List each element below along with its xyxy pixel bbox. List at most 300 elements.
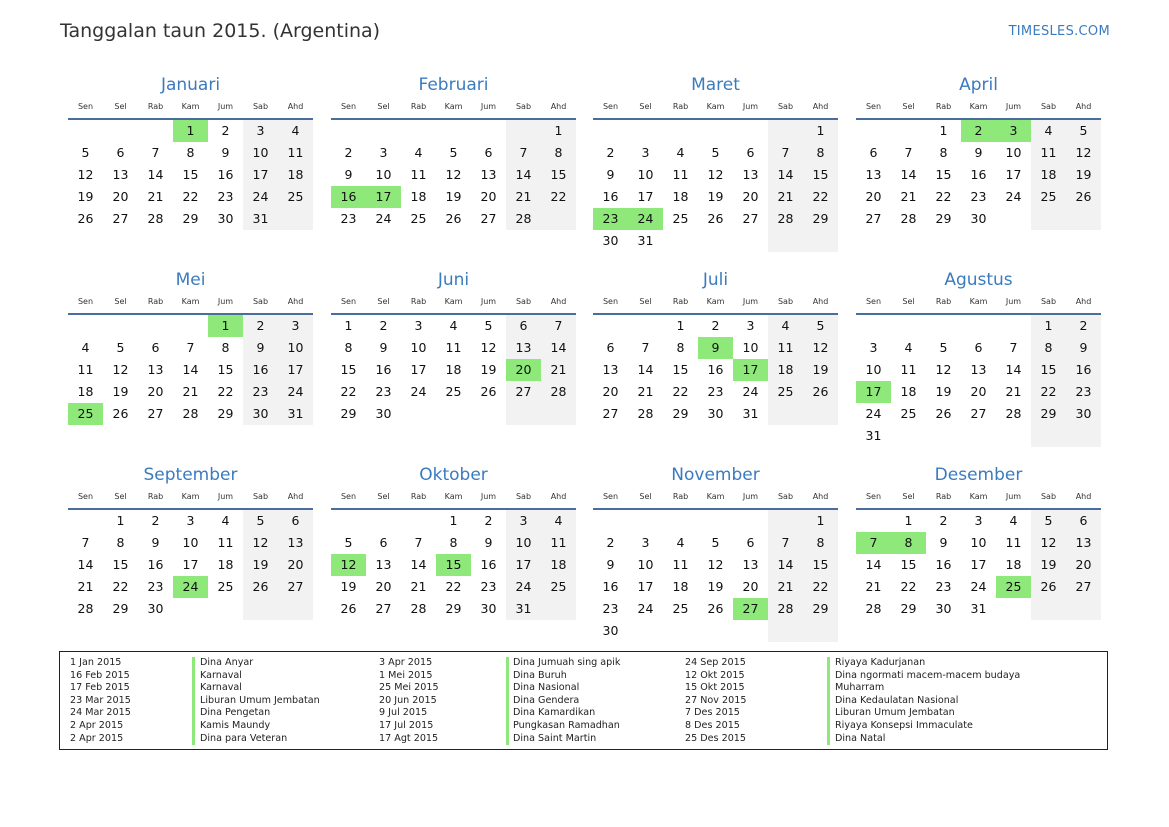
day-cell: 20 [742,579,759,594]
day-cell: 11 [1040,145,1057,160]
day-cell: 1 [344,318,353,333]
day-cell: 7 [904,145,913,160]
legend-date: 25 Mei 2015 [379,682,439,694]
weekday-label: Ahd [550,492,567,501]
day-cell: 12 [1040,535,1057,550]
day-cell: 21 [865,579,882,594]
day-cell: 21 [77,579,94,594]
weekday-header [856,492,1101,504]
weekday-label: Sen [77,492,94,501]
day-cell: 24 [515,579,532,594]
legend-dates-column [379,657,499,745]
day-cell: 28 [410,601,427,616]
day-cell: 18 [217,557,234,572]
day-cell: 27 [375,601,392,616]
day-cell: 16 [602,579,619,594]
weekday-label: Kam [181,102,200,111]
day-cell: 30 [602,233,619,248]
weekday-label: Sel [902,102,915,111]
weekday-label: Sab [1040,297,1057,306]
legend-holiday-name: Karnaval [200,682,242,694]
day-cell: 24 [865,406,882,421]
day-cell: 19 [1040,557,1057,572]
weekday-header [331,102,576,114]
weekday-header [593,492,838,504]
weekday-label: Sen [77,102,94,111]
weekday-label: Kam [706,102,725,111]
day-cell: 22 [340,384,357,399]
weekday-label: Ahd [1075,492,1092,501]
day-cell: 13 [742,557,759,572]
legend-date: 1 Mei 2015 [379,669,433,681]
day-cell: 1 [676,318,685,333]
day-cell: 15 [112,557,129,572]
day-cell: 4 [676,145,685,160]
day-cell: 19 [445,189,462,204]
day-cell: 26 [77,211,94,226]
day-cell: 21 [515,189,532,204]
day-cell: 30 [480,601,497,616]
day-cell: 14 [1005,362,1022,377]
day-cell: 12 [112,362,129,377]
legend-date: 12 Okt 2015 [685,669,745,681]
weekday-label: Sel [377,102,390,111]
day-cell: 31 [252,211,269,226]
legend-holiday-name: Dina Kamardikan [513,707,596,719]
weekday-label: Kam [181,492,200,501]
day-cell: 14 [147,167,164,182]
day-cell: 18 [550,557,567,572]
day-cell: 11 [777,340,794,355]
day-cell: 10 [182,535,199,550]
day-cell: 9 [606,167,615,182]
day-cell: 2 [939,513,948,528]
weekday-label: Ahd [287,492,304,501]
weekday-label: Sab [777,297,794,306]
day-cell: 8 [816,535,825,550]
weekday-label: Ahd [812,297,829,306]
weekday-header [331,492,576,504]
day-cell: 19 [252,557,269,572]
day-cell: 19 [935,384,952,399]
day-cell: 13 [147,362,164,377]
day-cell: 30 [602,623,619,638]
day-cell: 13 [602,362,619,377]
day-cell: 10 [1005,145,1022,160]
day-cell: 18 [445,362,462,377]
weekday-label: Sel [902,492,915,501]
weekday-label: Sen [865,102,882,111]
day-cell: 16 [480,557,497,572]
day-cell: 28 [147,211,164,226]
day-cell: 1 [816,513,825,528]
day-cell: 13 [970,362,987,377]
day-cell: 23 [147,579,164,594]
month-name: Juli [702,270,729,290]
holiday-day-cell: 17 [856,381,891,403]
day-cell: 16 [935,557,952,572]
weekday-label: Sel [639,492,652,501]
holiday-day-cell: 23 [593,208,628,230]
day-cell: 2 [344,145,353,160]
day-cell: 23 [375,384,392,399]
weekday-label: Kam [181,297,200,306]
holiday-day-cell: 24 [173,576,208,598]
day-cell: 5 [939,340,948,355]
day-cell: 21 [182,384,199,399]
legend-holiday-name: Muharram [835,682,885,694]
day-cell: 26 [1040,579,1057,594]
legend-holiday-name: Dina ngormati macem-macem budaya [835,669,1021,681]
legend-date: 1 Jan 2015 [70,657,122,668]
day-cell: 20 [865,189,882,204]
day-cell: 20 [147,384,164,399]
day-cell: 5 [449,145,458,160]
day-cell: 10 [287,340,304,355]
weekday-header [68,102,313,114]
day-cell: 19 [480,362,497,377]
day-cell: 3 [379,145,388,160]
weekday-label: Sen [865,297,882,306]
day-cell: 19 [340,579,357,594]
weekday-label: Sab [252,102,269,111]
weekday-label: Kam [969,297,988,306]
day-cell: 4 [676,535,685,550]
day-cell: 8 [816,145,825,160]
day-cell: 27 [865,211,882,226]
day-cell: 17 [1005,167,1022,182]
legend-names-column [835,657,1055,745]
legend-color-bar [192,657,195,745]
day-cell: 21 [900,189,917,204]
day-cell: 25 [777,384,794,399]
weekday-label: Ahd [550,297,567,306]
day-cell: 6 [519,318,528,333]
day-cell: 19 [707,189,724,204]
day-cell: 23 [252,384,269,399]
day-cell: 29 [340,406,357,421]
day-cell: 31 [515,601,532,616]
day-cell: 11 [217,535,234,550]
day-cell: 7 [151,145,160,160]
day-cell: 24 [970,579,987,594]
day-cell: 3 [869,340,878,355]
day-cell: 26 [445,211,462,226]
day-cell: 15 [935,167,952,182]
weekday-label: Sel [639,297,652,306]
day-cell: 6 [606,340,615,355]
weekday-label: Jum [742,297,759,306]
day-cell: 13 [865,167,882,182]
day-cell: 25 [410,211,427,226]
day-cell: 25 [1040,189,1057,204]
weekday-label: Sab [777,492,794,501]
site-link[interactable]: TIMESLES.COM [1008,24,1110,39]
day-cell: 27 [1075,579,1092,594]
day-cell: 3 [519,513,528,528]
day-cell: 18 [672,189,689,204]
day-cell: 3 [641,535,650,550]
day-cell: 12 [1075,145,1092,160]
day-cell: 26 [340,601,357,616]
legend-holiday-name: Dina Jumuah sing apik [513,657,621,668]
weekday-label: Jum [742,102,759,111]
day-cell: 17 [970,557,987,572]
holiday-day-cell: 17 [366,186,401,208]
weekday-label: Jum [217,102,234,111]
day-cell: 15 [1040,362,1057,377]
day-cell: 22 [112,579,129,594]
legend-date: 24 Mar 2015 [70,707,131,719]
day-cell: 14 [77,557,94,572]
day-cell: 13 [1075,535,1092,550]
day-cell: 23 [340,211,357,226]
day-cell: 18 [77,384,94,399]
day-cell: 27 [602,406,619,421]
legend-date: 17 Feb 2015 [70,682,130,694]
day-cell: 14 [637,362,654,377]
legend-holiday-name: Liburan Umum Jembatan [200,694,320,706]
weekday-label: Sab [515,492,532,501]
day-cell: 25 [900,406,917,421]
day-cell: 10 [410,340,427,355]
day-cell: 2 [606,145,615,160]
weekday-label: Sab [1040,102,1057,111]
day-cell: 28 [637,406,654,421]
day-cell: 27 [287,579,304,594]
month-name: Maret [691,75,740,95]
weekday-header [593,297,838,309]
weekday-label: Ahd [287,102,304,111]
day-cell: 25 [672,211,689,226]
day-cell: 17 [182,557,199,572]
legend-holiday-name: Dina Gendera [513,694,580,706]
day-cell: 20 [112,189,129,204]
day-cell: 5 [344,535,353,550]
day-cell: 10 [637,557,654,572]
weekday-label: Rab [672,492,689,501]
day-cell: 18 [1040,167,1057,182]
day-cell: 27 [480,211,497,226]
weekday-label: Rab [410,102,427,111]
holiday-day-cell: 7 [856,532,891,554]
day-cell: 19 [77,189,94,204]
day-cell: 19 [707,579,724,594]
holiday-day-cell: 3 [996,120,1031,142]
day-cell: 14 [900,167,917,182]
legend-date: 16 Feb 2015 [70,669,130,681]
day-cell: 12 [77,167,94,182]
day-cell: 29 [900,601,917,616]
day-cell: 30 [707,406,724,421]
legend-holiday-name: Dina Nasional [513,682,580,694]
day-cell: 15 [182,167,199,182]
day-cell: 28 [515,211,532,226]
day-cell: 3 [186,513,195,528]
day-cell: 8 [1044,340,1053,355]
day-cell: 9 [221,145,230,160]
day-cell: 5 [1079,123,1088,138]
day-cell: 28 [1005,406,1022,421]
day-cell: 25 [672,601,689,616]
day-cell: 15 [812,167,829,182]
day-cell: 6 [1079,513,1088,528]
day-cell: 4 [781,318,790,333]
weekday-label: Kam [444,492,463,501]
day-cell: 31 [970,601,987,616]
weekday-label: Sen [340,102,357,111]
day-cell: 21 [1005,384,1022,399]
month-name: September [143,465,238,485]
day-cell: 3 [746,318,755,333]
weekday-label: Sel [114,102,127,111]
weekday-label: Kam [969,492,988,501]
day-cell: 9 [606,557,615,572]
day-cell: 23 [217,189,234,204]
day-cell: 13 [742,167,759,182]
day-cell: 4 [1009,513,1018,528]
day-cell: 22 [812,579,829,594]
day-cell: 20 [287,557,304,572]
weekday-label: Jum [217,492,234,501]
day-cell: 22 [935,189,952,204]
weekday-label: Jum [480,102,497,111]
weekday-label: Rab [147,102,164,111]
day-cell: 22 [672,384,689,399]
day-cell: 28 [550,384,567,399]
day-cell: 30 [935,601,952,616]
weekday-header [593,102,838,114]
day-cell: 25 [217,579,234,594]
day-cell: 5 [711,145,720,160]
day-cell: 28 [777,211,794,226]
holiday-day-cell: 17 [733,359,768,381]
day-cell: 3 [641,145,650,160]
holiday-day-cell: 9 [698,337,733,359]
day-cell: 28 [900,211,917,226]
holiday-day-cell: 20 [506,359,541,381]
day-cell: 8 [221,340,230,355]
legend-holiday-name: Dina Pengetan [200,707,271,719]
weekday-label: Sab [777,102,794,111]
weekday-header [331,297,576,309]
legend-color-bar [827,657,830,745]
weekday-label: Jum [1005,102,1022,111]
day-cell: 8 [186,145,195,160]
day-cell: 16 [375,362,392,377]
weekday-label: Jum [1005,492,1022,501]
weekday-header [856,102,1101,114]
day-cell: 22 [182,189,199,204]
weekday-label: Sab [515,102,532,111]
day-cell: 24 [742,384,759,399]
day-cell: 5 [116,340,125,355]
weekday-label: Sen [77,297,94,306]
day-cell: 26 [812,384,829,399]
day-cell: 6 [151,340,160,355]
day-cell: 9 [344,167,353,182]
weekday-label: Jum [1005,297,1022,306]
day-cell: 5 [81,145,90,160]
day-cell: 25 [445,384,462,399]
weekday-label: Sel [114,297,127,306]
day-cell: 17 [515,557,532,572]
day-cell: 30 [970,211,987,226]
day-cell: 26 [935,406,952,421]
day-cell: 12 [480,340,497,355]
day-cell: 17 [252,167,269,182]
weekday-label: Jum [480,297,497,306]
day-cell: 5 [711,535,720,550]
day-cell: 12 [707,557,724,572]
day-cell: 16 [147,557,164,572]
weekday-label: Kam [444,102,463,111]
weekday-label: Sel [377,492,390,501]
legend-holiday-name: Dina Anyar [200,657,254,668]
day-cell: 11 [410,167,427,182]
month-name: April [959,75,998,95]
weekday-label: Jum [217,297,234,306]
day-cell: 1 [449,513,458,528]
day-cell: 2 [151,513,160,528]
day-cell: 30 [147,601,164,616]
legend-holiday-name: Riyaya Kadurjanan [835,657,926,668]
day-cell: 7 [186,340,195,355]
day-cell: 17 [637,579,654,594]
day-cell: 29 [445,601,462,616]
day-cell: 27 [112,211,129,226]
legend-date: 15 Okt 2015 [685,682,745,694]
day-cell: 20 [602,384,619,399]
weekday-label: Sen [602,102,619,111]
weekday-label: Sab [1040,492,1057,501]
day-cell: 13 [287,535,304,550]
day-cell: 14 [777,557,794,572]
weekday-label: Sen [602,297,619,306]
day-cell: 7 [519,145,528,160]
weekday-label: Sen [340,492,357,501]
weekday-label: Jum [480,492,497,501]
weekday-label: Rab [935,297,952,306]
day-cell: 2 [606,535,615,550]
day-cell: 10 [252,145,269,160]
weekday-label: Kam [444,297,463,306]
weekday-label: Rab [410,492,427,501]
day-cell: 5 [816,318,825,333]
holiday-day-cell: 24 [628,208,663,230]
day-cell: 17 [410,362,427,377]
day-cell: 16 [970,167,987,182]
day-cell: 8 [116,535,125,550]
weekday-label: Kam [706,297,725,306]
day-cell: 9 [151,535,160,550]
day-cell: 24 [287,384,304,399]
holiday-day-cell: 1 [173,120,208,142]
day-cell: 10 [970,535,987,550]
legend-date: 3 Apr 2015 [379,657,433,668]
weekday-label: Ahd [550,102,567,111]
weekday-header [68,492,313,504]
day-cell: 23 [602,601,619,616]
holiday-day-cell: 25 [996,576,1031,598]
day-cell: 30 [217,211,234,226]
day-cell: 13 [515,340,532,355]
day-cell: 6 [746,535,755,550]
day-cell: 7 [641,340,650,355]
weekday-label: Ahd [812,492,829,501]
day-cell: 23 [480,579,497,594]
day-cell: 27 [515,384,532,399]
